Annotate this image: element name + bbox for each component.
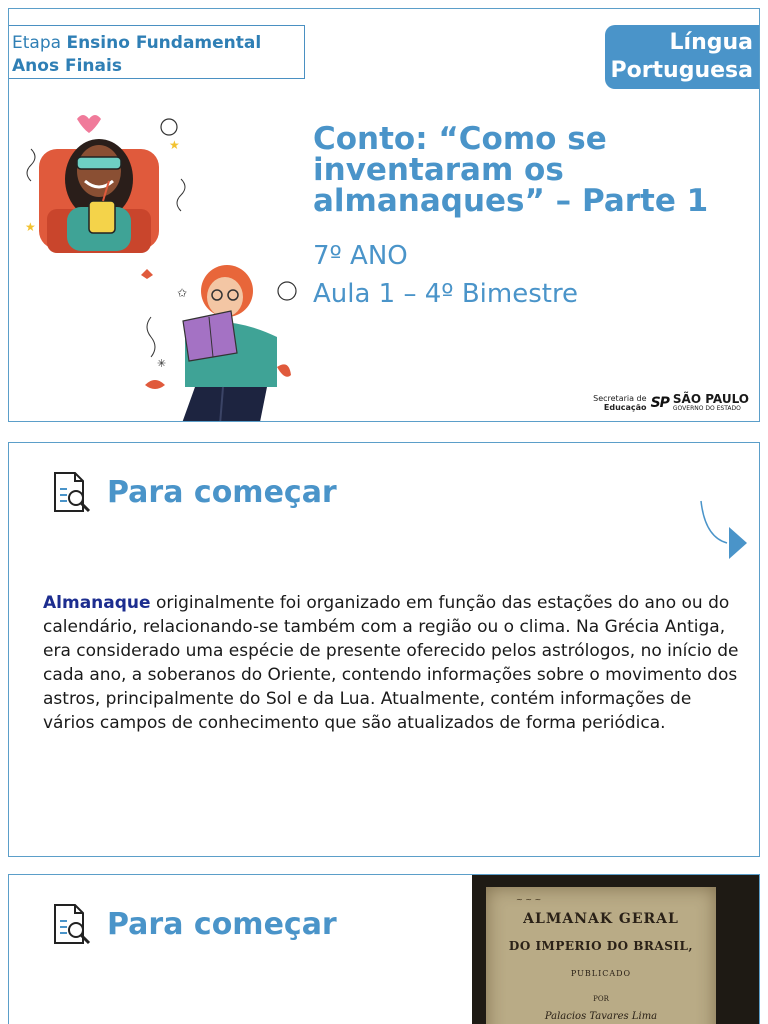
book-title-line-1: ALMANAK GERAL	[523, 911, 679, 927]
subject-line-1: Língua	[669, 30, 753, 55]
sp-mark: SP	[650, 394, 669, 411]
intro-slide	[8, 442, 760, 857]
subject-badge	[605, 25, 760, 89]
next-arrow-icon	[695, 497, 755, 573]
book-title-page	[486, 887, 716, 1024]
lesson-title	[313, 121, 753, 219]
section-title: Para começar	[107, 474, 337, 510]
highlight-term: Almanaque	[43, 593, 151, 613]
document-search-icon	[49, 901, 95, 947]
definition-text: originalmente foi organizado em função das estações do ano ou do calendário, relacionando-se também com a região ou o clima. Na Grécia Antiga, era considerado uma espécie de presente oferecido pelos astrólogos, no início de cada ano, a soberanos do Oriente, contendo informações sobre o movimento dos astros, principalmente do Sol e da Lua. Atualmente, contém informações de vários campos de conhecimento que são atualizados de forma periódica.	[43, 593, 739, 733]
stage-level: Ensino Fundamental	[66, 33, 262, 53]
sp-subtitle: GOVERNO DO ESTADO	[672, 405, 741, 412]
section-title-2: Para começar	[107, 906, 337, 942]
subject-line-2: Portuguesa	[610, 58, 753, 83]
stage-label	[8, 25, 305, 79]
handwritten-note: ~ ~ ~	[516, 895, 542, 904]
intro-slide-2	[8, 874, 760, 1024]
title-line-3: almanaques” – Parte 1	[313, 183, 709, 219]
girl-popcorn-illustration	[19, 109, 199, 259]
book-title-line-3: PUBLICADO	[570, 969, 632, 978]
book-title-line-2: DO IMPERIO DO BRASIL,	[508, 939, 694, 953]
boy-reading-illustration	[127, 257, 317, 422]
cover-slide	[8, 8, 760, 422]
almanac-book-photo	[472, 874, 760, 1024]
grade-label: 7º ANO	[313, 241, 408, 271]
stage-sublevel: Anos Finais	[12, 56, 122, 76]
book-title-line-4: POR	[593, 995, 609, 1003]
sp-name: SÃO PAULO	[672, 392, 749, 406]
secretaria-line-2: Educação	[603, 402, 647, 412]
title-line-1: Conto: “Como se	[313, 121, 607, 157]
stage-prefix: Etapa	[12, 33, 62, 53]
svg-text:✳: ✳	[157, 357, 167, 370]
almanac-definition	[43, 591, 743, 735]
lesson-label: Aula 1 – 4º Bimestre	[313, 279, 579, 309]
section-header	[49, 469, 337, 515]
government-logo	[593, 393, 749, 412]
sp-name-block	[673, 393, 749, 412]
title-line-2: inventaram os	[313, 152, 564, 188]
svg-text:★: ★	[169, 138, 180, 152]
book-title-line-5: Palacios Tavares Lima	[544, 1011, 658, 1022]
secretaria-line-1: Secretaria de	[593, 393, 647, 403]
document-search-icon	[49, 469, 95, 515]
section-header-2	[49, 901, 337, 947]
svg-text:✩: ✩	[177, 286, 188, 300]
svg-text:★: ★	[25, 220, 36, 234]
secretaria-text	[593, 394, 646, 412]
